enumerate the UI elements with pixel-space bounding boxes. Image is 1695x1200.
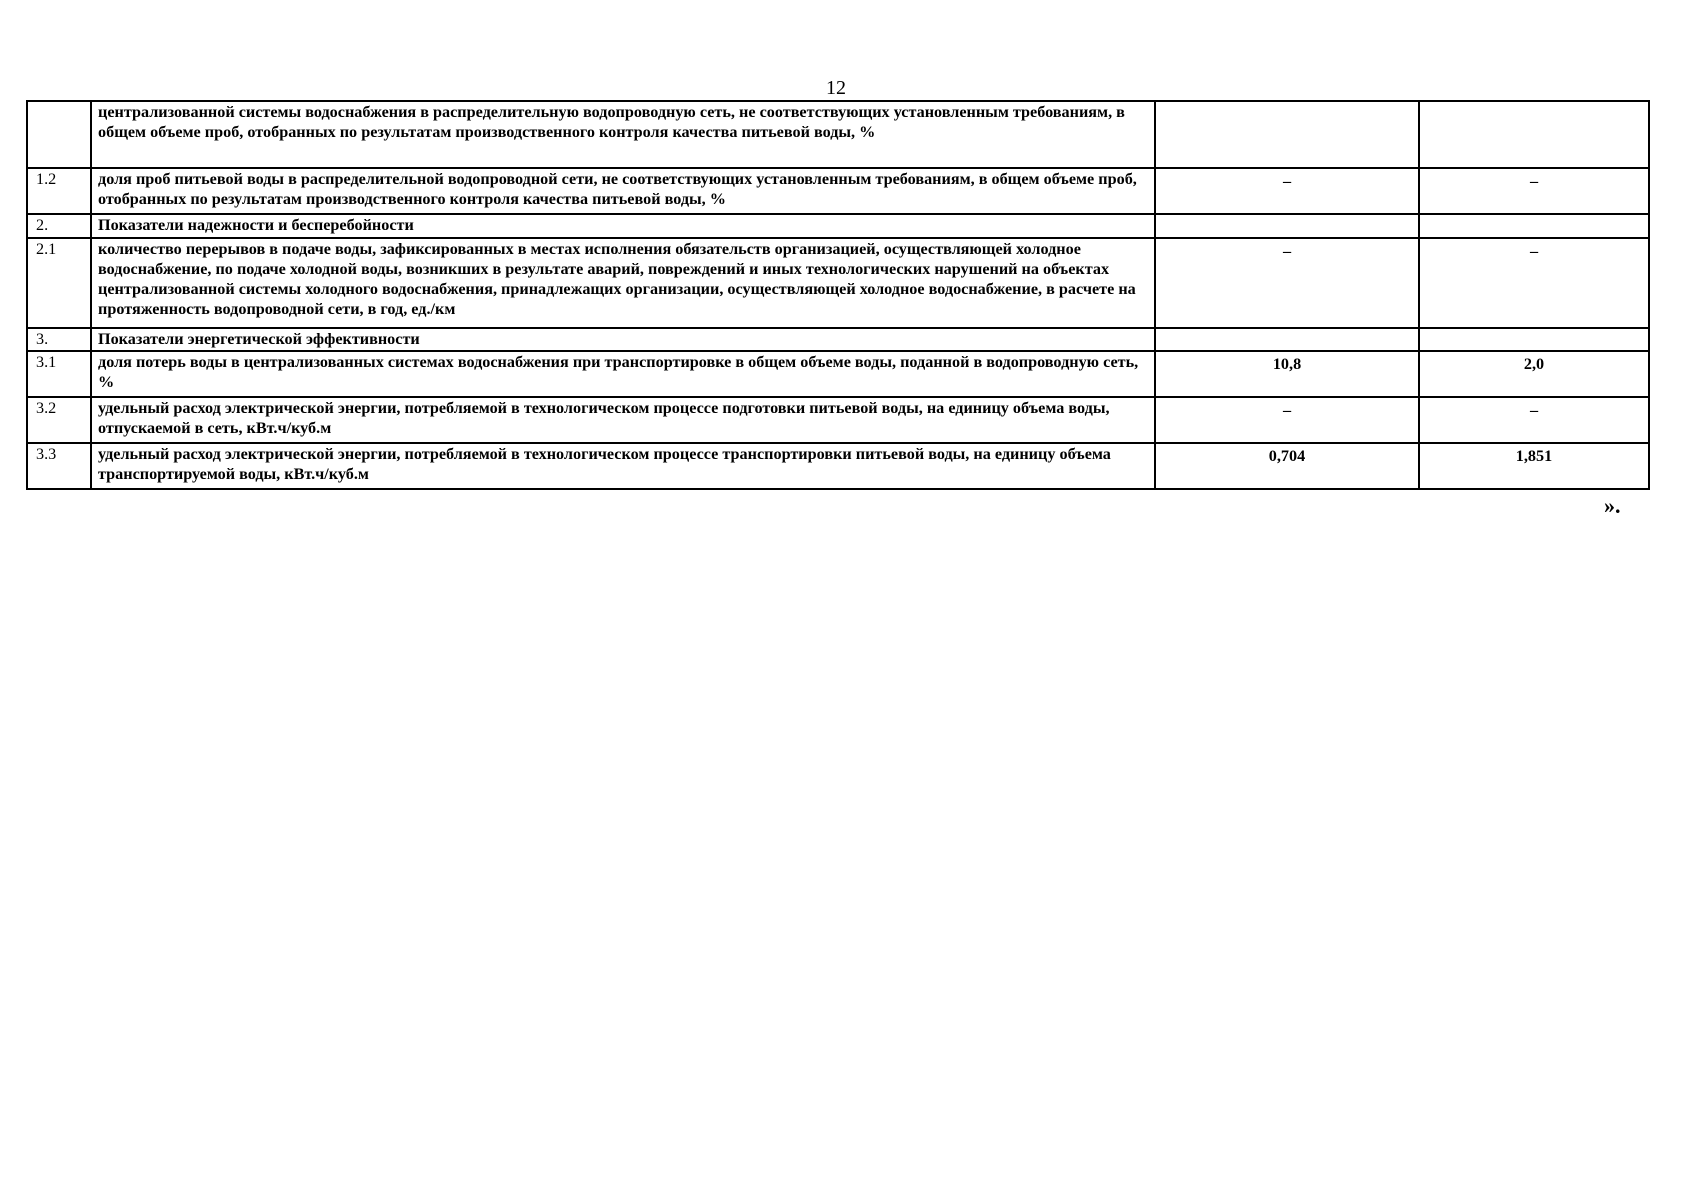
value-column-1 [1155, 328, 1419, 351]
row-number: 3.1 [27, 351, 91, 397]
value-column-2 [1419, 328, 1649, 351]
value-column-1: 0,704 [1155, 443, 1419, 489]
value-column-2 [1419, 214, 1649, 238]
closing-quote-mark: ». [1604, 493, 1621, 518]
value-column-1: – [1155, 397, 1419, 443]
value-column-2: 1,851 [1419, 443, 1649, 489]
table-row [27, 351, 1649, 397]
value-column-2: – [1419, 168, 1649, 214]
section-row [27, 328, 1649, 351]
indicator-name: доля потерь воды в централизованных системах водоснабжения при транспортировке в общем объеме воды, поданной в водопроводную сеть, % [91, 351, 1155, 397]
page-number: 12 [826, 77, 846, 99]
row-number: 1.2 [27, 168, 91, 214]
value-column-2 [1419, 101, 1649, 168]
table-row [27, 443, 1649, 489]
section-row [27, 214, 1649, 238]
value-column-2: – [1419, 397, 1649, 443]
value-column-1: 10,8 [1155, 351, 1419, 397]
indicators-table [26, 100, 1650, 490]
indicator-name: удельный расход электрической энергии, потребляемой в технологическом процессе транспортировки питьевой воды, на единицу объема транспортируемой воды, кВт.ч/куб.м [91, 443, 1155, 489]
row-number: 3.2 [27, 397, 91, 443]
indicator-name: доля проб питьевой воды в распределительной водопроводной сети, не соответствующих установленным требованиям, в общем объеме проб, отобранных по результатам производственного контроля качества питьевой воды, % [91, 168, 1155, 214]
row-number: 2.1 [27, 238, 91, 328]
value-column-2: – [1419, 238, 1649, 328]
section-title: Показатели энергетической эффективности [91, 328, 1155, 351]
indicator-name: количество перерывов в подаче воды, зафиксированных в местах исполнения обязательств организацией, осуществляющей холодное водоснабжение, по подаче холодной воды, возникших в результате аварий, повреждений и иных технологических нарушений на объектах централизованной системы холодного водоснабжения, принадлежащих организации, осуществляющей холодное водоснабжение, в расчете на протяженность водопроводной сети, в год, ед./км [91, 238, 1155, 328]
row-number [27, 101, 91, 168]
value-column-1 [1155, 101, 1419, 168]
section-number: 2. [27, 214, 91, 238]
indicator-name: централизованной системы водоснабжения в распределительную водопроводную сеть, не соответствующих установленным требованиям, в общем объеме проб, отобранных по результатам производственного контроля качества питьевой воды, % [91, 101, 1155, 168]
row-number: 3.3 [27, 443, 91, 489]
table-row [27, 168, 1649, 214]
value-column-1 [1155, 214, 1419, 238]
table-row [27, 238, 1649, 328]
value-column-2: 2,0 [1419, 351, 1649, 397]
section-title: Показатели надежности и бесперебойности [91, 214, 1155, 238]
table-row [27, 101, 1649, 168]
section-number: 3. [27, 328, 91, 351]
value-column-1: – [1155, 168, 1419, 214]
value-column-1: – [1155, 238, 1419, 328]
indicator-name: удельный расход электрической энергии, потребляемой в технологическом процессе подготовки питьевой воды, на единицу объема воды, отпускаемой в сеть, кВт.ч/куб.м [91, 397, 1155, 443]
table-row [27, 397, 1649, 443]
